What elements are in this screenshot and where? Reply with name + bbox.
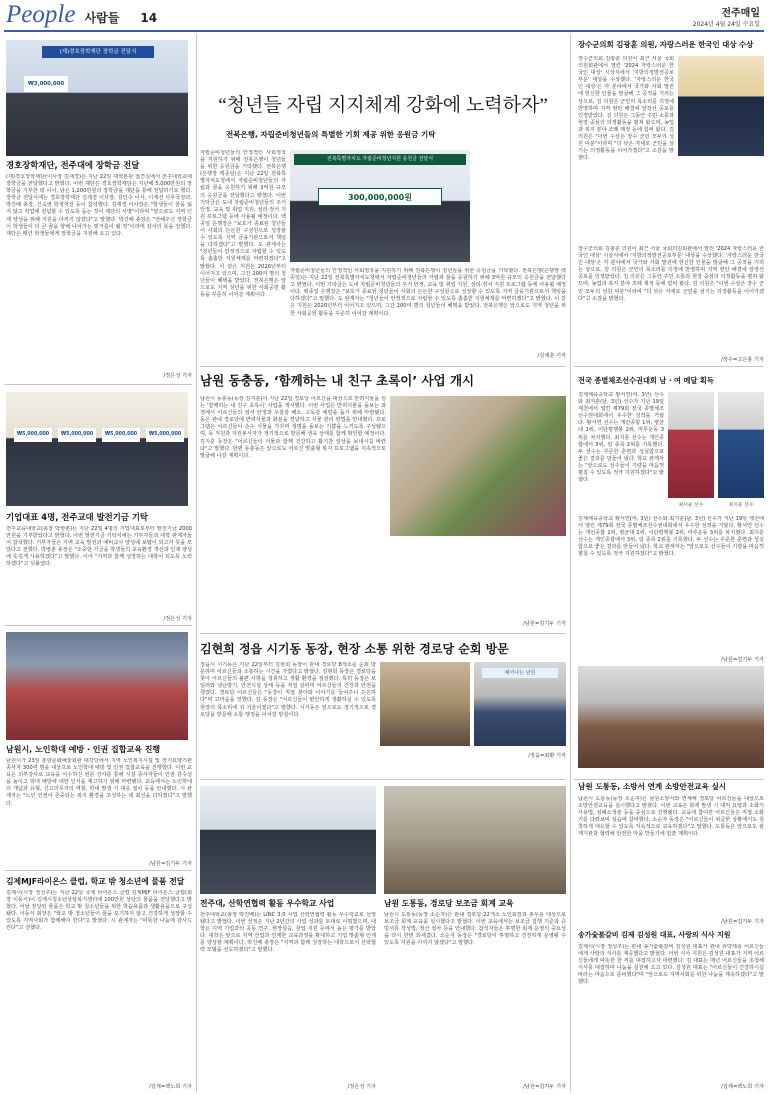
article-body: 정읍시 시기동은 지난 22일부터 김현희 동장이 관내 경로당 8개소를 순회 방문하며 어르신들과 소통하는 시간을 가졌다고 밝혔다. 김현희 동장은 경로당을 찾아 어르신들의 불편 사항을 청취하고 생활 환경을 점검했다. 특히 동장은 보일러와 냉난방기, 안전시설 상태 등을 직접 살피며 어르신들의 건강과 안전을 챙겼다. 경로당 어르신들은 "동장이 직접 찾아와 이야기를 들어주니 든든하다"며 고마움을 전했다. 김 동장은 "어르신들이 편안하게 생활하실 수 있도록 현장의 목소리에 귀 기울이겠다"고 말했다. 시기동은 앞으로도 정기적으로 경로당을 방문해 소통 행정을 이어갈 방침이다. [200,662,376,718]
article-body: 김제시(시장 정성주)는 관내 송가숯불갈비 김성원 대표가 관내 취약계층 어르신들에게 사랑의 식사를 제공했다고 밝혔다. 이번 식사 지원은 김성원 대표가 지역 어르신들에게 따뜻한 한 끼를 대접하고자 마련했다. 김 대표는 매년 어르신들을 초청해 식사를 대접하며 나눔을 실천해 오고 있다. 김성원 대표는 "어르신들이 건강하시길 바라는 마음으로 준비했다"며 "앞으로도 지역사회를 위한 나눔을 계속하겠다"고 말했다. [578,944,764,986]
article-body: 전주교육대학교(총장 박병춘)는 지난 22일 4명의 기업대표로부터 발전기금 2000만원을 기부받았다고 밝혔다. 이번 발전기금 기탁식에는 기부자들과 대학 관계자들이 참석했다. 기부자들은 지역 교육 발전과 예비교사 양성에 보탬이 되고자 뜻을 모았다고 전했다. 박병춘 총장은 "소중한 기금을 학생들의 교육환경 개선과 인재 양성에 뜻깊게 사용하겠다"고 말했다. 이어 "지역과 함께 성장하는 대학이 되도록 노력하겠다"고 덧붙였다. [6,526,192,568]
lead-body-col3 [474,150,566,262]
article-headline: 기업대표 4명, 전주교대 발전기금 기탁 [6,512,149,522]
article-body: 남원시 도통동(동장 소순자)은 남원소방서와 연계해 경로당 어르신들을 대상으로 소방안전교육을 실시했다고 밝혔다. 이번 교육은 화재 발생 시 대처 요령과 소화기 사용법, 심폐소생술 등을 중심으로 진행됐다. 교육에 참여한 어르신들은 직접 소화기를 다뤄보며 실습에 참여했다. 소순자 동장은 "어르신들이 위급한 상황에서도 침착하게 대응할 수 있도록 지속적으로 교육하겠다"고 말했다. 도통동은 앞으로도 관계기관과 협력해 안전한 마을 만들기에 힘쓸 계획이다. [578,796,764,838]
divider [200,633,566,634]
article-body-continued: 김제체육중학교 황서연(여, 3년) 선수와 최지훈(남, 3년) 선수가 지난 19일 제천에서 열린 제79회 전국 종별체조선수권대회에서 우수한 성적을 거뒀다. 황서연 선수는 개인종합 1위, 평균대 1위, 이단평행봉 2위, 마루운동 3위를 차지했다. 최지훈 선수는 개인종합에서 3위, 링 종목 2위를 기록했다. 두 선수는 꾸준한 훈련과 성실함으로 좋은 결과를 만들어 냈다. 학교 관계자는 "앞으로도 선수들이 기량을 마음껏 펼칠 수 있도록 적극 지원하겠다"고 밝혔다. [578,516,764,558]
article-body: 김제체육중학교 황서연(여, 3년) 선수와 최지훈(남, 3년) 선수가 지난 19일 제천에서 열린 제79회 전국 종별체조선수권대회에서 우수한 성적을 거뒀다. 황서연 선수는 개인종합 1위, 평균대 1위, 이단평행봉 2위, 마루운동 3위를 차지했다. 최지훈 선수는 개인종합에서 3위, 링 종목 2위를 기록했다. 두 선수는 꾸준한 훈련과 성실함으로 좋은 결과를 만들어 냈다. 학교 관계자는 "앞으로도 선수들이 기량을 마음껏 펼칠 수 있도록 적극 지원하겠다"고 밝혔다. [578,392,664,484]
reporter-credit: /장수=고은홍 기자 [721,357,764,363]
photo-banner: (재)경호장학재단 장학금 전달식 [42,46,154,58]
donation-check: ₩5,000,000 [58,428,96,442]
article-headline: 남원 도통동, 경로당 보조금 회계 교육 [384,899,514,908]
photo-caption: 최서윤 선수 [678,503,704,508]
divider [4,625,192,626]
article-headline: 장수군의회 김광훈 의원, 자랑스러운 한국인 대상 수상 [578,40,754,49]
divider [4,870,192,871]
reporter-credit: /김재훈 기자 [537,353,566,359]
reporter-credit: /남원=김기두 기자 [523,1084,566,1090]
giant-check: 300,000,000원 [318,188,442,206]
lead-body-col1: 자립준비청년들의 안정적인 사회정착을 지원하기 위해 전북은행이 청년들을 위한 응원금을 기탁했다. 전북은행(은행장 백종일)은 지난 22일 전북특별자치도청에서 자립준비청년들의 자립과 꿈을 응원하기 위해 3억원 규모의 응원금을 전달했다고 밝혔다. 이번 기탁금은 도내 자립준비청년들의 주거 안정, 교육 및 취업 지원, 심리·정서 지원 프로그램 등에 사용될 예정이다. 백종일 은행장은 "보호가 종료된 청년들이 사회의 든든한 구성원으로 성장할 수 있도록 지역 금융기관으로서 책임을 다하겠다"고 말했다. 도 관계자는 "청년들이 안정적으로 자립할 수 있도록 촘촘한 지원체계를 마련하겠다"고 밝혔다. 이 같은 지원은 2020년부터 이어지고 있으며, 그간 200여 명의 청년들이 혜택을 받았다. 전북은행은 앞으로도 지역 청년을 위한 사회공헌 활동을 꾸준히 이어갈 계획이다. [200,150,286,298]
divider [574,366,764,367]
university-photo [200,786,376,894]
seniors-photo [380,662,470,746]
reporter-credit: /남원=김기두 기자 [721,657,764,663]
divider [574,779,764,780]
donation-check: ₩3,000,000 [24,76,68,92]
lead-photo [290,150,470,262]
article-body: 남원시 동충동(동장 김지훈)이 지난 22일 경로당 어르신을 대상으로 반려식물을 심는 '함께하는 내 친구 초록이' 사업을 개시했다. 이번 사업은 반려식물을 돌보는 과정에서 어르신들의 정서 안정과 우울감 해소, 고독감 예방을 돕기 위해 마련됐다. 동은 관내 경로당에 반려식물과 화분을 전달하고 식물 관리 방법을 안내했다. 프로그램은 어르신들이 손수 식물을 가꾸며 생명을 돌보는 기쁨을 느끼도록 구성됐으며, 동 직원과 자원봉사자가 정기적으로 방문해 생육 상태를 함께 확인할 예정이다. 김지훈 동장은 "어르신들이 식물과 함께 건강하고 활기찬 일상을 보내시길 바란다"고 말했다. 한편 동충동은 앞으로도 어르신 맞춤형 복지 프로그램을 지속적으로 발굴해 나갈 계획이다. [200,396,386,459]
reporter-credit: /김제=백노희 기자 [721,1084,764,1090]
divider [200,366,566,367]
reporter-credit: /남원=김기두 기자 [523,621,566,627]
masthead-rule [4,30,764,32]
gymnast-photo-female [668,392,714,498]
page-number: 14 [140,11,158,25]
divider [200,779,566,780]
article-body: 남원시 도통동(동장 소순자)은 관내 경로당 22개소 노인회장과 총무를 대상으로 보조금 회계 교육을 실시했다고 밝혔다. 이번 교육에서는 보조금 집행 기준과 증빙서류 작성법, 정산 절차 등을 안내했다. 참석자들은 투명한 회계 운영의 중요성을 다시 한번 되새겼다. 소순자 동장은 "경로당이 투명하고 건전하게 운영될 수 있도록 지원을 아끼지 않겠다"고 말했다. [384,912,566,947]
donation-check: ₩5,000,000 [102,428,140,442]
fire-safety-photo [578,666,764,768]
article-headline: 남원 동충동, ‘함께하는 내 친구 초록이’ 사업 개시 [200,373,475,388]
article-body: 남원시가 23일 춘향문화예술회관 대강당에서 지역 노인복지시설 및 장기요양기관 종사자 300여 명을 대상으로 노인학대 예방 및 인권 집합교육을 진행했다. 이번 교육은 외부강사로 교육을 이수하신 전문 강사를 통해 시설 종사자들이 인권 감수성을 높이고 학대 예방에 대한 인식을 제고하기 위해 마련됐다. 교육에서는 노인학대의 개념과 유형, 신고의무자의 역할, 학대 발생 시 대응 절차 등을 안내했다. 시 관계자는 "노인 인권이 존중되는 복지 환경을 조성하는 데 최선을 다하겠다"고 말했다. [6,758,192,807]
plant-program-photo [390,396,566,536]
reporter-credit: /남원=김기두 기자 [721,919,764,925]
reporter-credit: /정은성 기자 [347,1084,376,1090]
reporter-credit: /남원=김기두 기자 [149,861,192,867]
article-body: 전주대학교(총장 박진배)는 LINC 3.0 사업 산학연협력 활동 우수학교로 선정됐다고 밝혔다. 이번 선정은 지난 2년간의 사업 성과를 토대로 이뤄졌으며, 대학은 지역 기업과의 공동 연구, 현장실습, 창업 지원 등에서 높은 평가를 받았다. 대학은 앞으로 지역 산업과 연계한 교육과정을 확대하고 기업 맞춤형 인재를 양성할 계획이다. 박진배 총장은 "지역과 함께 성장하는 대학으로서 산학협력 모델을 선도하겠다"고 말했다. [200,912,376,954]
issue-date: 2024년 4월 24일 수요일 [692,21,760,28]
donation-check: ₩5,000,000 [14,428,52,442]
scholarship-photo [6,40,188,156]
article-headline: 송가숯불갈비 김제 김성원 대표, 사랑의 식사 지원 [578,931,731,939]
education-session-photo [6,632,188,740]
article-headline: 김제MJF라이온스 클럽, 학교 밖 청소년에 물품 전달 [6,877,185,886]
article-headline: 남원 도통동, 소방서 연계 소방안전교육 실시 [578,782,727,791]
section-title [6,2,206,28]
section-logo: People [6,1,76,28]
reporter-credit: /정읍=최환 기자 [528,753,566,759]
article-headline: 김현희 정읍 시기동 동장, 현장 소통 위한 경로당 순회 방문 [200,642,509,656]
photo-banner: 전북특별자치도 자립준비청년지원 응원금 전달식 [294,154,466,165]
lead-subheadline: 전북은행, 자립준비청년들의 특별한 기회 제공 위한 응원금 기탁 [226,130,436,139]
visit-photo [474,662,566,746]
reporter-credit: /정은성 기자 [163,373,192,379]
column-divider [196,34,197,1092]
article-headline: 경호장학재단, 전주대에 장학금 전달 [6,160,140,170]
accounting-class-photo [384,786,566,894]
section-korean: 사람들 [84,11,120,25]
article-headline: 남원시, 노인학대 예방 · 인권 집합교육 진행 [6,745,161,754]
article-headline: 전국 종별체조선수권대회 남 · 여 메달 획득 [578,376,714,385]
divider [4,384,192,385]
paper-name: 전주매일 [721,8,760,19]
photo-banner: 헤어나는 남원 [482,668,558,678]
fund-donation-photo [6,392,188,506]
award-photo [678,56,764,156]
article-body: 장수군의회 김광훈 의원이 최근 서울 국회의원회관에서 열린 '2024 자랑스러운 한국인 대상' 시상식에서 '지방의정발전공로부문' 대상을 수상했다. '자랑스러운 한국인 대상'은 각 분야에서 국가와 사회 발전에 헌신한 인물을 발굴해 그 공적을 기리는 상으로, 김 의원은 군민의 목소리를 의정에 반영하며 지역 현안 해결에 앞장선 공로를 인정받았다. 김 의원은 그동안 주민 소통과 현장 중심의 의정활동을 펼쳐 왔으며, 농업과 복지 분야 조례 제정 등에 힘써 왔다. 김 의원은 "이번 수상은 장수 군민 모두의 성원 덕분"이라며 "더 낮은 자세로 군민을 섬기는 의정활동을 이어가겠다"고 소감을 밝혔다. [578,56,674,162]
lead-headline: “청년들 자립 지지체계 강화에 노력하자” [218,95,548,116]
gymnast-photo-male [718,392,764,498]
lead-body-lower: 자립준비청년들의 안정적인 사회정착을 지원하기 위해 전북은행이 청년들을 위한 응원금을 기탁했다. 전북은행(은행장 백종일)은 지난 22일 전북특별자치도청에서 자립준비청년들의 자립과 꿈을 응원하기 위해 3억원 규모의 응원금을 전달했다고 밝혔다. 이번 기탁금은 도내 자립준비청년들의 주거 안정, 교육 및 취업 지원, 심리·정서 지원 프로그램 등에 사용될 예정이다. 백종일 은행장은 "보호가 종료된 청년들이 사회의 든든한 구성원으로 성장할 수 있도록 지역 금융기관으로서 책임을 다하겠다"고 말했다. 도 관계자는 "청년들이 안정적으로 자립할 수 있도록 촘촘한 지원체계를 마련하겠다"고 밝혔다. 이 같은 지원은 2020년부터 이어지고 있으며, 그간 200여 명의 청년들이 혜택을 받았다. 전북은행은 앞으로도 지역 청년을 위한 사회공헌 활동을 꾸준히 이어갈 계획이다. [290,268,566,317]
photo-caption: 최지훈 선수 [728,503,754,508]
article-body: 김제시(시장 정성주)는 지난 22일 국제 라이온스 클럽 김제MJF 라이온스 클럽(회장 이동식)이 김제시청소년상담복지센터에 100만원 상당의 물품을 전달했다고 밝혔다. 이날 전달된 물품은 학교 밖 청소년들을 위한 학습용품과 생활용품으로 구성됐다. 이동식 회장은 "학교 밖 청소년들이 꿈을 포기하지 않고 건강하게 성장할 수 있도록 지역사회가 함께해야 한다"고 밝혔다. 시 관계자는 "따뜻한 나눔에 감사드린다"고 전했다. [6,890,192,932]
column-divider [570,34,571,1092]
reporter-credit: /김제=백노희 기자 [149,1084,192,1090]
reporter-credit: /정은성 기자 [163,616,192,622]
article-body-continued [390,540,566,600]
article-body: (재)경호장학재단(이사장 김재경)은 지난 22일 대학본관 접견실에서 전주대학교에 장학금을 전달했다고 밝혔다. 이번 재단은 경호장학재단은 지난해 5,000만원의 장학금을 기부한 데 이어, 남은 1,200만원의 장학금을 재단을 통해 전달하기로 했다. 장학금 전달식에는 경호장학재단 김재경 이사장, 김인수 이사, 이재선 사무국장과, 박진배 총장, 신숙영 학생처장 등이 참석했다. 김재경 이사장은 "학생들이 꿈을 잃지 않고 학업에 전념할 수 있도록 돕는 것이 재단의 사명"이라며 "앞으로도 지역 인재 양성을 위해 지원을 아끼지 않겠다"고 말했다. 박진배 총장은 "전해주신 장학금이 학생들이 더 큰 꿈을 향해 나아가는 밑거름이 될 것"이라며 감사의 뜻을 전했다. 재단은 매년 학생들에게 장학금을 지원해 오고 있다. [6,174,192,237]
article-headline: 전주대, 산학연협력 활동 우수학교 사업 [200,899,335,908]
donation-check: ₩5,000,000 [146,428,184,442]
article-body-continued: 장수군의회 김광훈 의원이 최근 서울 국회의원회관에서 열린 '2024 자랑스러운 한국인 대상' 시상식에서 '지방의정발전공로부문' 대상을 수상했다. '자랑스러운 한국인 대상'은 각 분야에서 국가와 사회 발전에 헌신한 인물을 발굴해 그 공적을 기리는 상으로, 김 의원은 군민의 목소리를 의정에 반영하며 지역 현안 해결에 앞장선 공로를 인정받았다. 김 의원은 그동안 주민 소통과 현장 중심의 의정활동을 펼쳐 왔으며, 농업과 복지 분야 조례 제정 등에 힘써 왔다. 김 의원은 "이번 수상은 장수 군민 모두의 성원 덕분"이라며 "더 낮은 자세로 군민을 섬기는 의정활동을 이어가겠다"고 소감을 밝혔다. [578,246,764,302]
